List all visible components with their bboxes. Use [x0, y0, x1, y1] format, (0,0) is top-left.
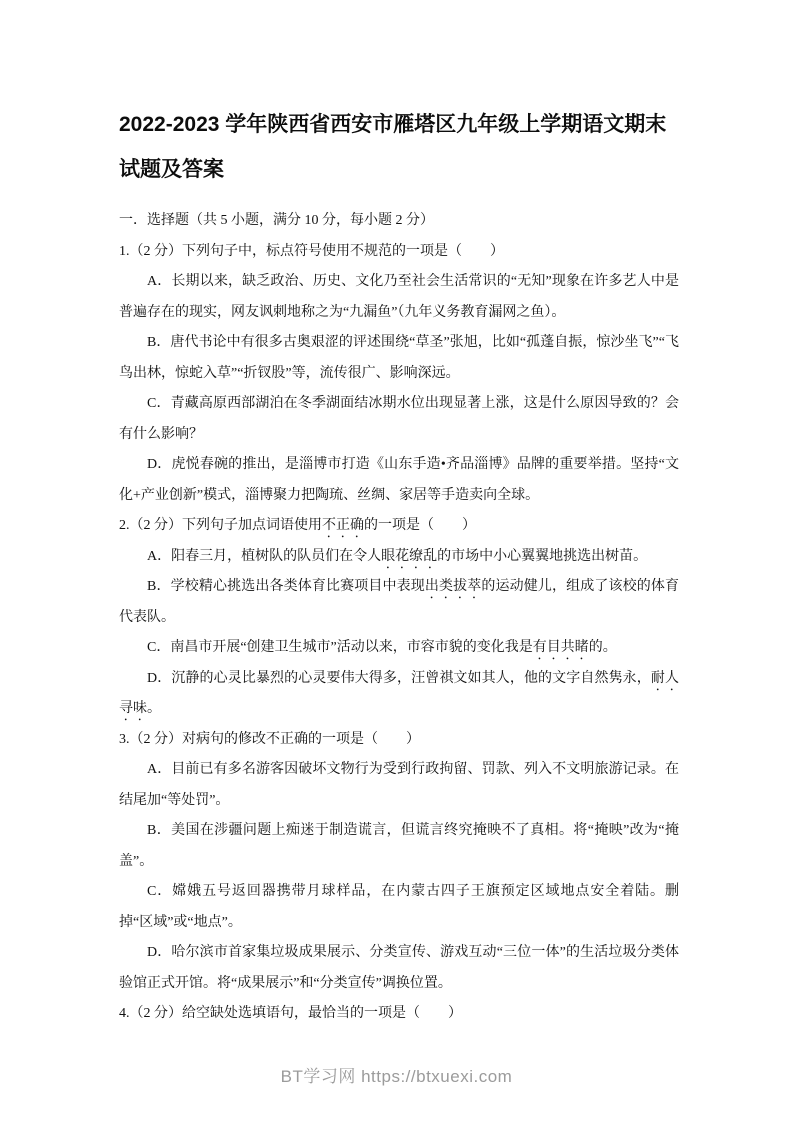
emphasized-word: 不正确	[322, 518, 364, 534]
section-heading: 一．选择题（共 5 小题，满分 10 分，每小题 2 分）	[119, 213, 434, 229]
exam-page-content	[119, 0, 679, 1030]
question-2-option-B: B．学校精心挑选出各类体育比赛项目中表现出类拔萃的运动健儿，组成了该校的体育代表队。	[119, 579, 680, 625]
emphasized-word: 眼花缭乱	[381, 548, 438, 564]
emphasized-word: 有目共睹	[532, 640, 589, 656]
emphasized-word: 耐人寻味	[119, 670, 680, 717]
page-title-line-2: 试题及答案	[119, 158, 224, 182]
question-4-stem: 4.（2 分）给空缺处选填语句，最恰当的一项是（ ）	[119, 1006, 462, 1022]
question-3-option-D: D．哈尔滨市首家集垃圾成果展示、分类宣传、游戏互动“三位一体”的生活垃圾分类体验馆正式开馆。将“成果展示”和“分类宣传”调换位置。	[119, 945, 679, 991]
page-title	[119, 14, 679, 192]
question-3-option-B: B．美国在涉疆问题上痴迷于制造谎言，但谎言终究掩映不了真相。将“掩映”改为“掩盖”。	[119, 823, 679, 869]
question-3-stem: 3.（2 分）对病句的修改不正确的一项是（ ）	[119, 731, 420, 747]
question-2-option-C: C．南昌市开展“创建卫生城市”活动以来，市容市貌的变化我是有目共睹的。	[147, 640, 617, 656]
question-2-option-D: D．沉静的心灵比暴烈的心灵要伟大得多，汪曾祺文如其人，他的文字自然隽永，耐人寻味。	[119, 670, 680, 717]
question-2-option-A: A．阳春三月，植树队的队员们在令人眼花缭乱的市场中小心翼翼地挑选出树苗。	[147, 548, 648, 564]
question-1-option-C: C．青藏高原西部湖泊在冬季湖面结冰期水位出现显著上涨，这是什么原因导致的？会有什么影响？	[119, 396, 679, 442]
question-3-option-A: A．目前已有多名游客因破坏文物行为受到行政拘留、罚款、列入不文明旅游记录。在结尾加“等处罚”。	[119, 762, 679, 808]
question-1-option-D: D．虎悦春碗的推出，是淄博市打造《山东手造•齐品淄博》品牌的重要举措。坚持“文化+产业创新”模式，淄博聚力把陶琉、丝绸、家居等手造卖向全球。	[119, 457, 679, 503]
page-title-line-1: 2022-2023 学年陕西省西安市雁塔区九年级上学期语文期末	[119, 113, 667, 137]
question-2-stem: 2.（2 分）下列句子加点词语使用不正确的一项是（ ）	[119, 518, 476, 534]
question-3-option-C: C．嫦娥五号返回器携带月球样品，在内蒙古四子王旗预定区域地点安全着陆。删掉“区域”或“地点”。	[119, 884, 679, 930]
watermark-footer: BT学习网 https://btxuexi.com	[280, 1067, 513, 1086]
question-1-stem: 1.（2 分）下列句子中，标点符号使用不规范的一项是（ ）	[119, 243, 504, 259]
question-1-option-B: B．唐代书论中有很多古奥艰涩的评述围绕“草圣”张旭，比如“孤蓬自振，惊沙坐飞”“飞鸟出林，惊蛇入草”“折钗股”等，流传很广、影响深远。	[119, 335, 679, 381]
emphasized-word: 出类拔萃	[424, 579, 482, 595]
question-1-option-A: A．长期以来，缺乏政治、历史、文化乃至社会生活常识的“无知”现象在许多艺人中是普遍存在的现实，网友讽刺地称之为“九漏鱼”（九年义务教育漏网之鱼）。	[119, 274, 679, 320]
questions-container	[119, 237, 679, 1030]
